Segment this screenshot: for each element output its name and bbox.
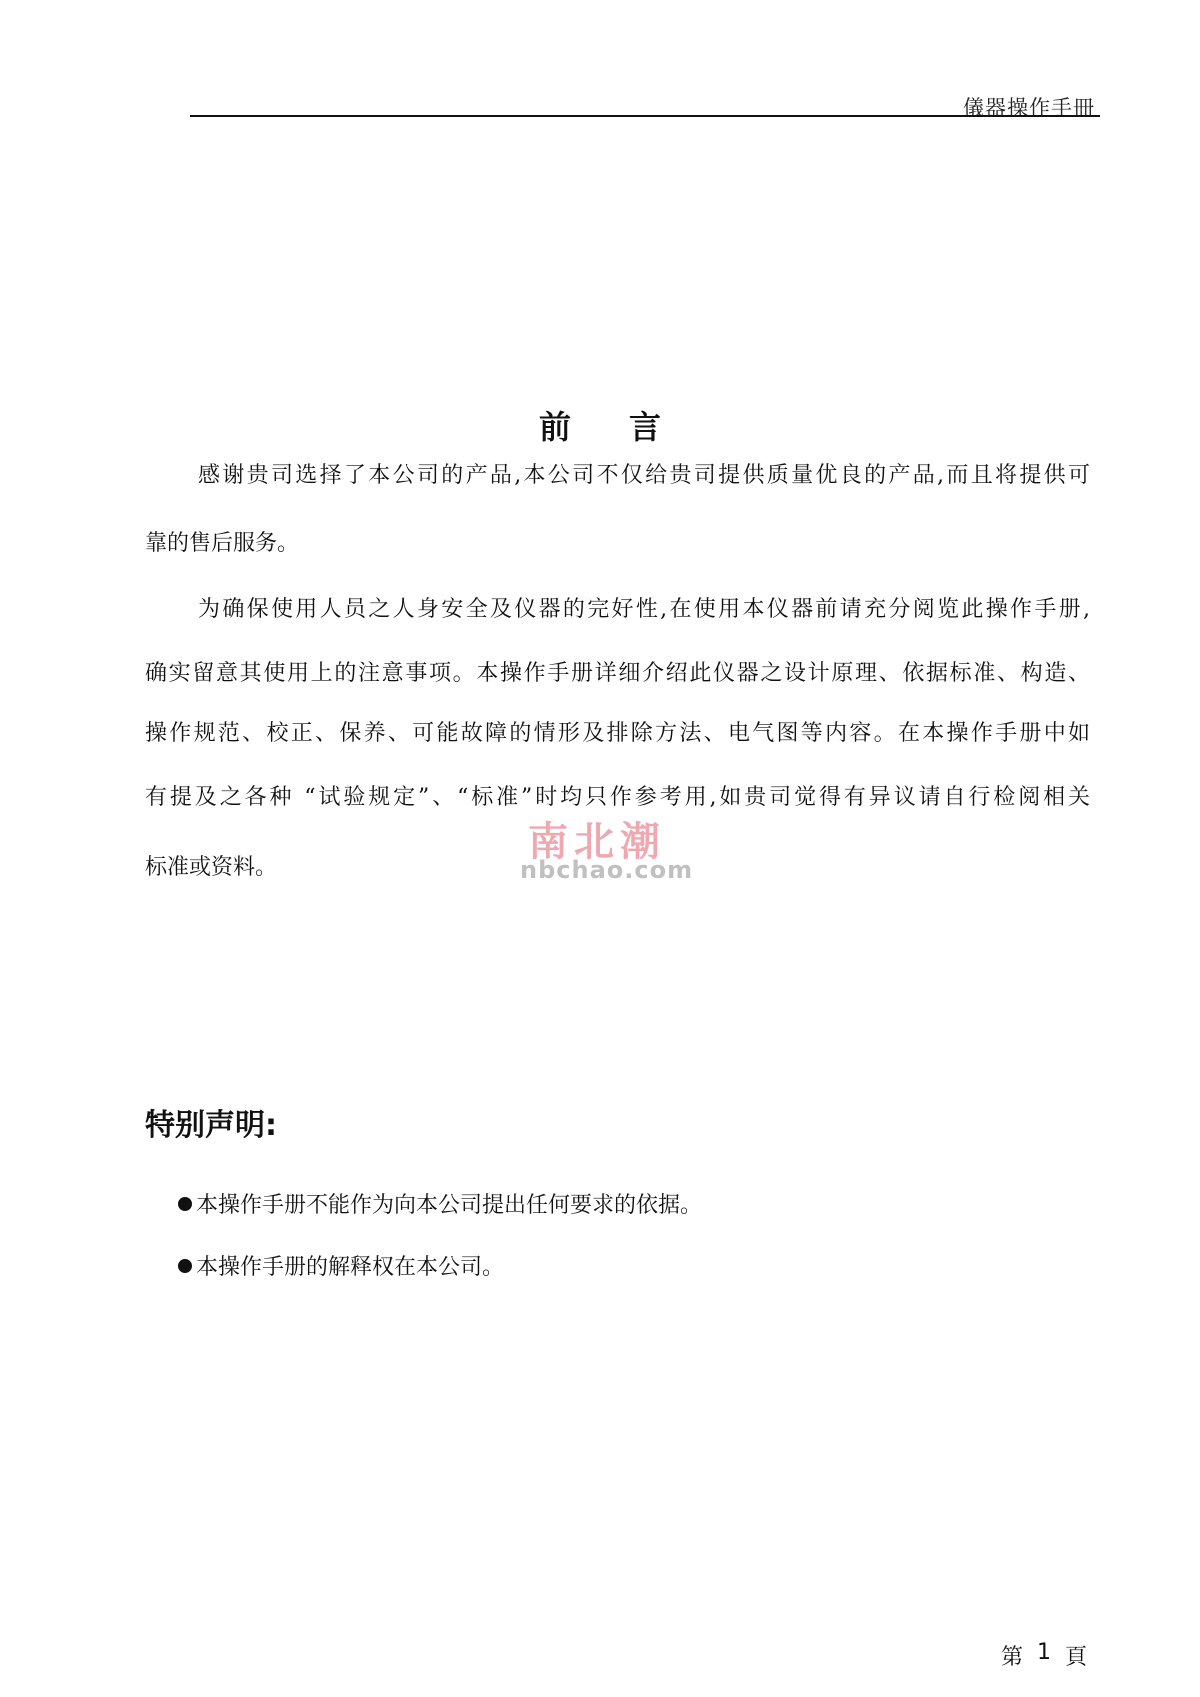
paragraph2-line-1: 为确保使用人员之人身安全及仪器的完好性,在使用本仪器前请充分阅览此操作手册, [198,597,1090,622]
bullet-dot-icon [178,1259,192,1273]
page-number-prefix: 第 [1000,1645,1023,1670]
bullet-dot-icon [178,1197,192,1211]
page-number-value: 1 [1036,1640,1051,1665]
header-title: 儀器操作手冊 [963,96,1095,120]
paragraph2-line-4: 有提及之各种 “试验规定”、“标准”时均只作参考用,如贵司觉得有异议请自行检阅相关 [145,785,1090,810]
notice-item [178,1188,702,1219]
paragraph1-line-2: 靠的售后服务。 [145,531,300,556]
watermark-en: nbchao.com [520,856,694,884]
header-rule [190,115,1100,117]
preface-title-char-2: 言 [629,408,720,446]
special-notice-heading: 特别声明: [145,1108,277,1143]
notice-item [178,1250,504,1281]
notice-item-text: 本操作手册不能作为向本公司提出任何要求的依据。 [196,1193,703,1218]
paragraph2-line-3: 操作规范、校正、保养、可能故障的情形及排除方法、电气图等内容。在本操作手册中如 [145,721,1090,746]
watermark-cn: 南北潮 [528,818,666,865]
paragraph1-line-1: 感谢贵司选择了本公司的产品,本公司不仅给贵司提供质量优良的产品,而且将提供可 [198,463,1090,488]
notice-item-text: 本操作手册的解释权在本公司。 [196,1255,505,1280]
paragraph2-line-2: 确实留意其使用上的注意事项。本操作手册详细介绍此仪器之设计原理、依据标准、构造、 [145,661,1090,686]
preface-title-char-1: 前 [538,408,629,446]
paragraph2-line-5: 标准或资料。 [145,855,278,880]
preface-title [0,402,1200,448]
page-number [1001,1640,1087,1671]
page-number-suffix: 頁 [1064,1645,1087,1670]
